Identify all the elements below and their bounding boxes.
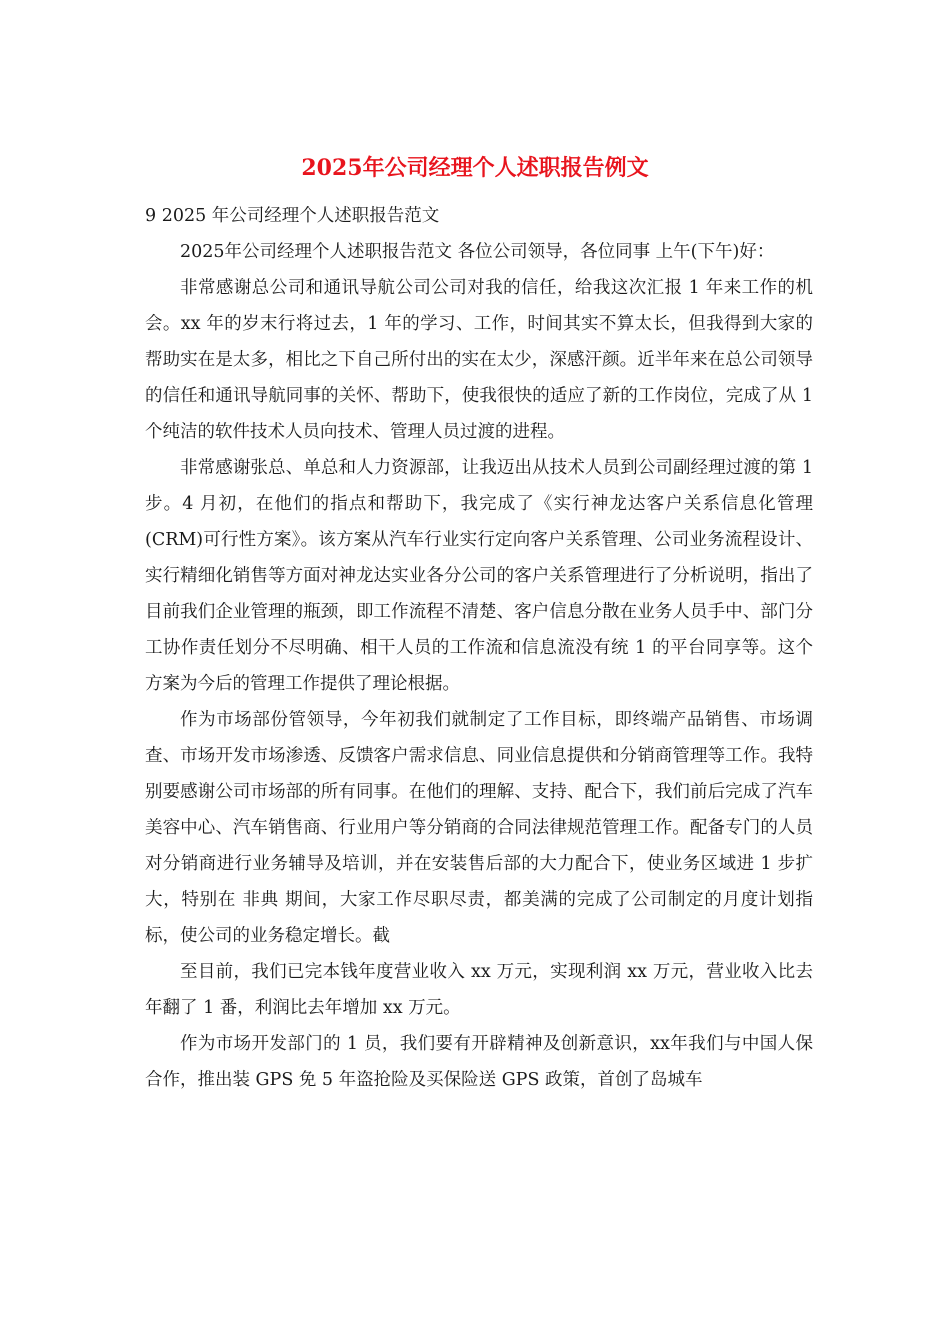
paragraph-thanks-company: 非常感谢总公司和通讯导航公司公司对我的信任，给我这次汇报 1 年来工作的机会。xx 年的岁末行将过去，1 年的学习、工作，时间其实不算太长，但我得到大家的帮助实在是太多，相比之下自己所付出的实在太少，深感汗颜。近半年来在总公司领导的信任和通讯导航同事的关怀、帮助下，使我很快的适应了新的工作岗位，完成了从 1 个纯洁的软件技术人员向技术、管理人员过渡的进程。 bbox=[145, 278, 813, 442]
paragraph-greeting: 2025年公司经理个人述职报告范文 各位公司领导，各位同事 上午(下午)好： bbox=[180, 242, 775, 262]
document-subtitle: 9 2025 年公司经理个人述职报告范文 bbox=[145, 206, 440, 226]
paragraph-market-development: 作为市场开发部门的 1 员，我们要有开辟精神及创新意识，xx年我们与中国人保合作，推出装 GPS 免 5 年盗抢险及买保险送 GPS 政策，首创了岛城车 bbox=[145, 1034, 813, 1090]
paragraph-thanks-hr: 非常感谢张总、单总和人力资源部，让我迈出从技术人员到公司副经理过渡的第 1 步。4 月初，在他们的指点和帮助下，我完成了《实行神龙达客户关系信息化管理(CRM)可行性方案》。该方案从汽车行业实行定向客户关系管理、公司业务流程设计、实行精细化销售等方面对神龙达实业各分公司的客户关系管理进行了分析说明，指出了目前我们企业管理的瓶颈，即工作流程不清楚、客户信息分散在业务人员手中、部门分工协作责任划分不尽明确、相干人员的工作流和信息流没有统 1 的平台同享等。这个方案为今后的管理工作提供了理论根据。 bbox=[145, 458, 813, 694]
paragraph-market-dept: 作为市场部份管领导，今年初我们就制定了工作目标，即终端产品销售、市场调查、市场开发市场渗透、反馈客户需求信息、同业信息提供和分销商管理等工作。我特别要感谢公司市场部的所有同事。在他们的理解、支持、配合下，我们前后完成了汽车美容中心、汽车销售商、行业用户等分销商的合同法律规范管理工作。配备专门的人员对分销商进行业务辅导及培训，并在安装售后部的大力配合下，使业务区域进 1 步扩大，特别在 非典 期间，大家工作尽职尽责，都美满的完成了公司制定的月度计划指标，使公司的业务稳定增长。截 bbox=[145, 710, 813, 946]
paragraph-revenue: 至目前，我们已完本钱年度营业收入 xx 万元，实现利润 xx 万元，营业收入比去年翻了 1 番，利润比去年增加 xx 万元。 bbox=[145, 962, 813, 1018]
document-body bbox=[145, 198, 813, 1098]
document-title: 2025年公司经理个人述职报告例文 bbox=[301, 155, 649, 181]
